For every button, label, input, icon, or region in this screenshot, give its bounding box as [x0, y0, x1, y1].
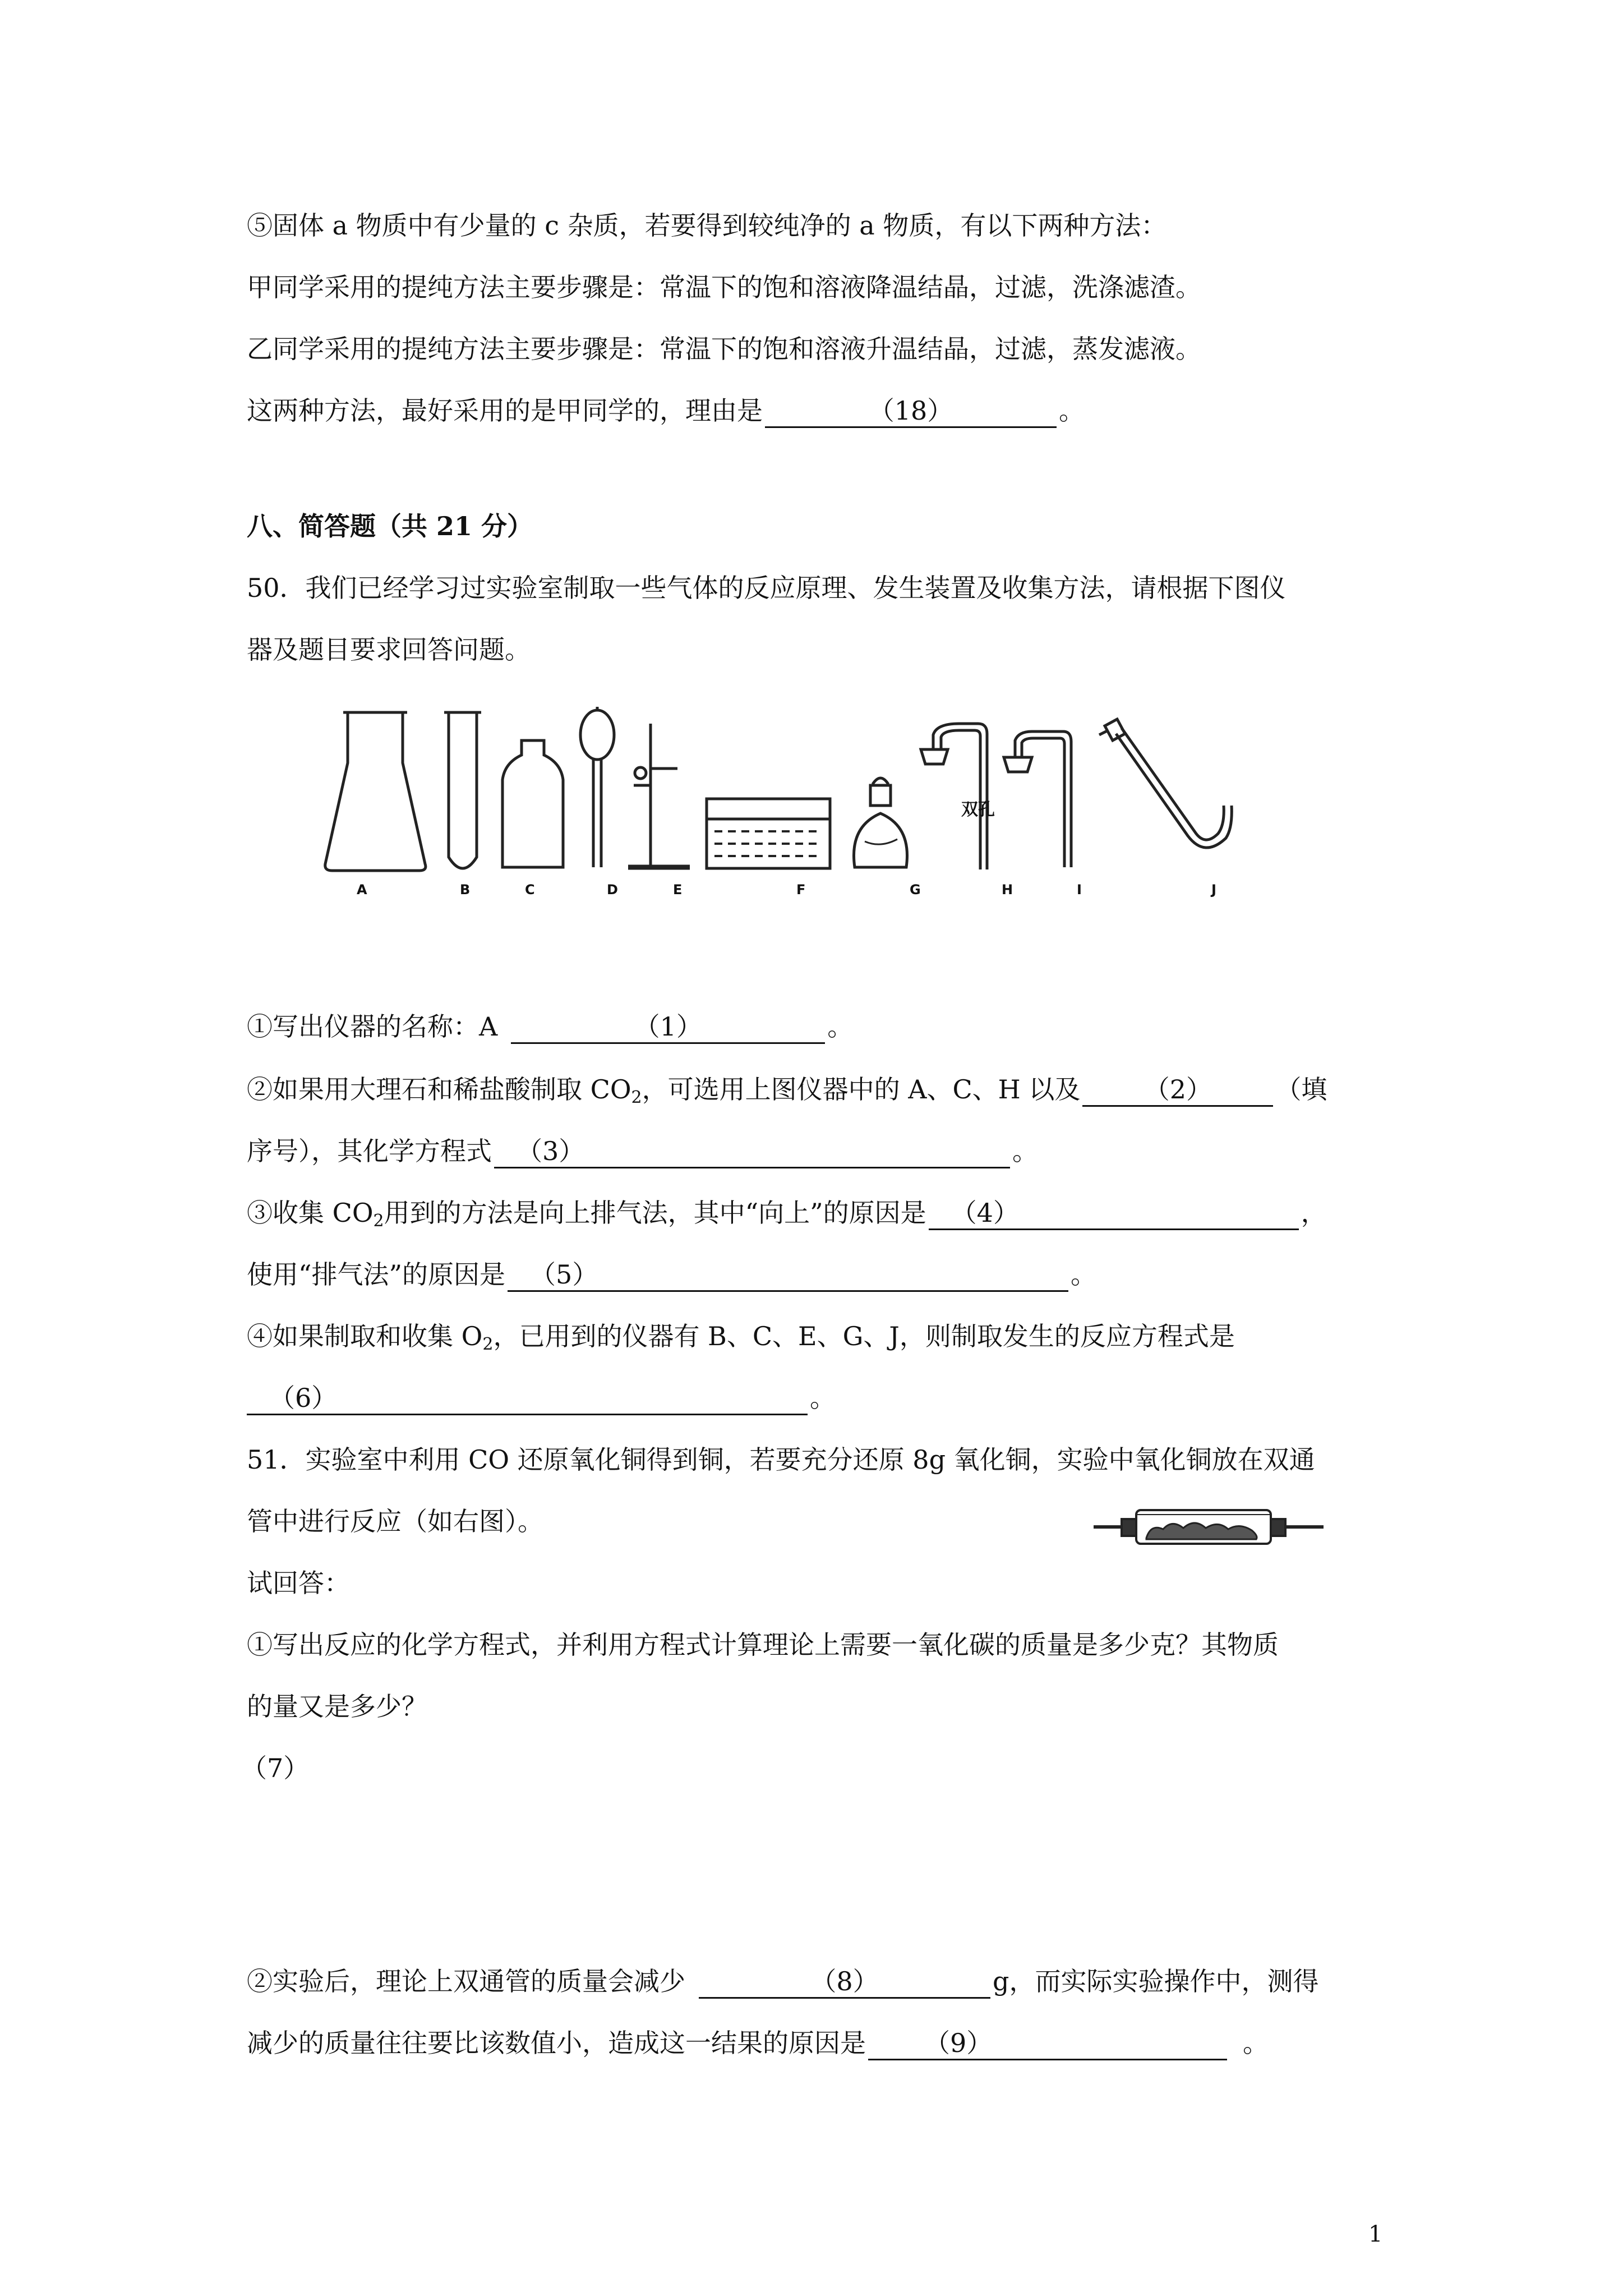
- figure-label-j: J: [1211, 882, 1216, 898]
- q50-stem-line1: 50．我们已经学习过实验室制取一些气体的反应原理、发生装置及收集方法，请根据下图仪: [247, 573, 1286, 603]
- q50-part3-cont-text: 使用“排气法”的原因是: [247, 1259, 506, 1290]
- q49-5-line4-end: 。: [1059, 395, 1085, 426]
- q51-stem-line1: 51．实验室中利用 CO 还原氧化铜得到铜，若要充分还原 8g 氧化铜，实验中氧化铜放在双通: [247, 1444, 1315, 1475]
- stopper-tube-i-drawing: [1004, 731, 1071, 867]
- figure-label-a: A: [357, 882, 367, 898]
- q49-5-line4-text: 这两种方法，最好采用的是甲同学的，理由是: [247, 395, 763, 426]
- funnel-drawing: [580, 707, 614, 867]
- alcohol-lamp-drawing: [854, 778, 907, 867]
- delivery-tube-j-drawing: [1099, 719, 1232, 848]
- q51-part2-end: g，而实际实验操作中，测得: [993, 1966, 1319, 1996]
- answer-blank-5[interactable]: （5）: [508, 1259, 1068, 1292]
- q50-part3-cont-end: 。: [1071, 1259, 1097, 1290]
- apparatus-figure: [314, 701, 1324, 881]
- q50-part4-text: ④如果制取和收集 O: [247, 1321, 483, 1351]
- answer-blank-2[interactable]: （2）: [1082, 1074, 1273, 1107]
- q50-part1-text: ①写出仪器的名称：A: [247, 1011, 498, 1042]
- q51-stem-line2: 管中进行反应（如右图）。: [247, 1506, 543, 1536]
- o2-subscript: 2: [482, 1335, 494, 1354]
- q51-part2: [247, 1964, 1318, 1999]
- q50-part4-cont: [247, 1381, 836, 1415]
- q50-part4-end: ，已用到的仪器有 B、C、E、G、J，则制取发生的反应方程式是: [493, 1321, 1235, 1351]
- q51-part1-line1: ①写出反应的化学方程式，并利用方程式计算理论上需要一氧化碳的质量是多少克？其物质: [247, 1630, 1279, 1660]
- section-heading: 八、简答题（共 21 分）: [247, 511, 533, 541]
- q50-part2: [247, 1073, 1327, 1107]
- figure-label-i: I: [1077, 882, 1082, 898]
- q50-part3: [247, 1196, 1327, 1230]
- figure-label-e: E: [673, 882, 683, 898]
- q49-5-line1: ⑤固体 a 物质中有少量的 c 杂质，若要得到较纯净的 a 物质，有以下两种方法：: [247, 210, 1167, 241]
- answer-blank-8[interactable]: （8）: [699, 1966, 990, 1999]
- q50-part3-cont: [247, 1258, 1096, 1292]
- gas-bottle-drawing: [502, 740, 563, 867]
- q49-5-line3: 乙同学采用的提纯方法主要步骤是：常温下的饱和溶液升温结晶，过滤，蒸发滤液。: [247, 334, 1201, 364]
- iron-stand-drawing: [628, 724, 690, 867]
- q51-part2-cont: [247, 2026, 1269, 2060]
- q51-part1-line2: 的量又是多少？: [247, 1691, 427, 1722]
- answer-blank-6[interactable]: （6）: [247, 1382, 808, 1415]
- q50-part2-cont-text: 序号），其化学方程式: [247, 1136, 492, 1166]
- figure-label-f: F: [796, 882, 806, 898]
- q49-5-line2: 甲同学采用的提纯方法主要步骤是：常温下的饱和溶液降温结晶，过滤，洗涤滤渣。: [247, 272, 1201, 302]
- q50-part4-cont-end: 。: [810, 1383, 836, 1413]
- answer-area-7[interactable]: （7）: [241, 1753, 310, 1783]
- figure-label-g: G: [910, 882, 921, 898]
- q51-part2-cont-text: 减少的质量往往要比该数值小，造成这一结果的原因是: [247, 2028, 866, 2058]
- q50-part4: [247, 1319, 1235, 1353]
- q50-part1: [247, 1010, 853, 1044]
- q50-part2-cont: [247, 1134, 1038, 1168]
- test-tube-drawing: [444, 712, 481, 868]
- q51-part2-cont-end: 。: [1243, 2028, 1269, 2058]
- q51-part2-text: ②实验后，理论上双通管的质量会减少: [247, 1966, 685, 1996]
- answer-blank-9[interactable]: （9）: [868, 2027, 1227, 2060]
- conical-flask-drawing: [325, 712, 426, 871]
- q50-part3-text: ③收集 CO: [247, 1198, 374, 1228]
- q50-part1-end: 。: [827, 1011, 854, 1042]
- figure-double-hole-text: 双孔: [961, 800, 995, 820]
- co2-subscript: 2: [631, 1088, 642, 1107]
- page-number: 1: [1368, 2221, 1383, 2247]
- combustion-tube-figure: [1088, 1475, 1357, 1565]
- answer-blank-3[interactable]: （3）: [494, 1135, 1010, 1168]
- q49-5-line4: [247, 394, 1085, 428]
- q50-part2-cont-end: 。: [1012, 1136, 1038, 1166]
- water-trough-drawing: [707, 799, 830, 868]
- answer-blank-1[interactable]: （1）: [511, 1011, 825, 1044]
- co2-subscript-2: 2: [373, 1211, 384, 1231]
- q50-part2-mid: ，可选用上图仪器中的 A、C、H 以及: [642, 1074, 1081, 1105]
- q50-part2-end: （填: [1275, 1074, 1327, 1105]
- answer-blank-4[interactable]: （4）: [929, 1197, 1299, 1230]
- q50-part3-mid: 用到的方法是向上排气法，其中“向上”的原因是: [384, 1198, 926, 1228]
- q50-part2-text: ②如果用大理石和稀盐酸制取 CO: [247, 1074, 631, 1105]
- figure-label-c: C: [525, 882, 535, 898]
- q50-part3-end: ，: [1301, 1198, 1327, 1228]
- q50-stem-line2: 器及题目要求回答问题。: [247, 634, 531, 665]
- answer-blank-18[interactable]: （18）: [765, 395, 1057, 428]
- figure-label-d: D: [607, 882, 618, 898]
- figure-label-h: H: [1002, 882, 1013, 898]
- q51-stem-line3: 试回答：: [247, 1568, 350, 1598]
- figure-label-b: B: [460, 882, 471, 898]
